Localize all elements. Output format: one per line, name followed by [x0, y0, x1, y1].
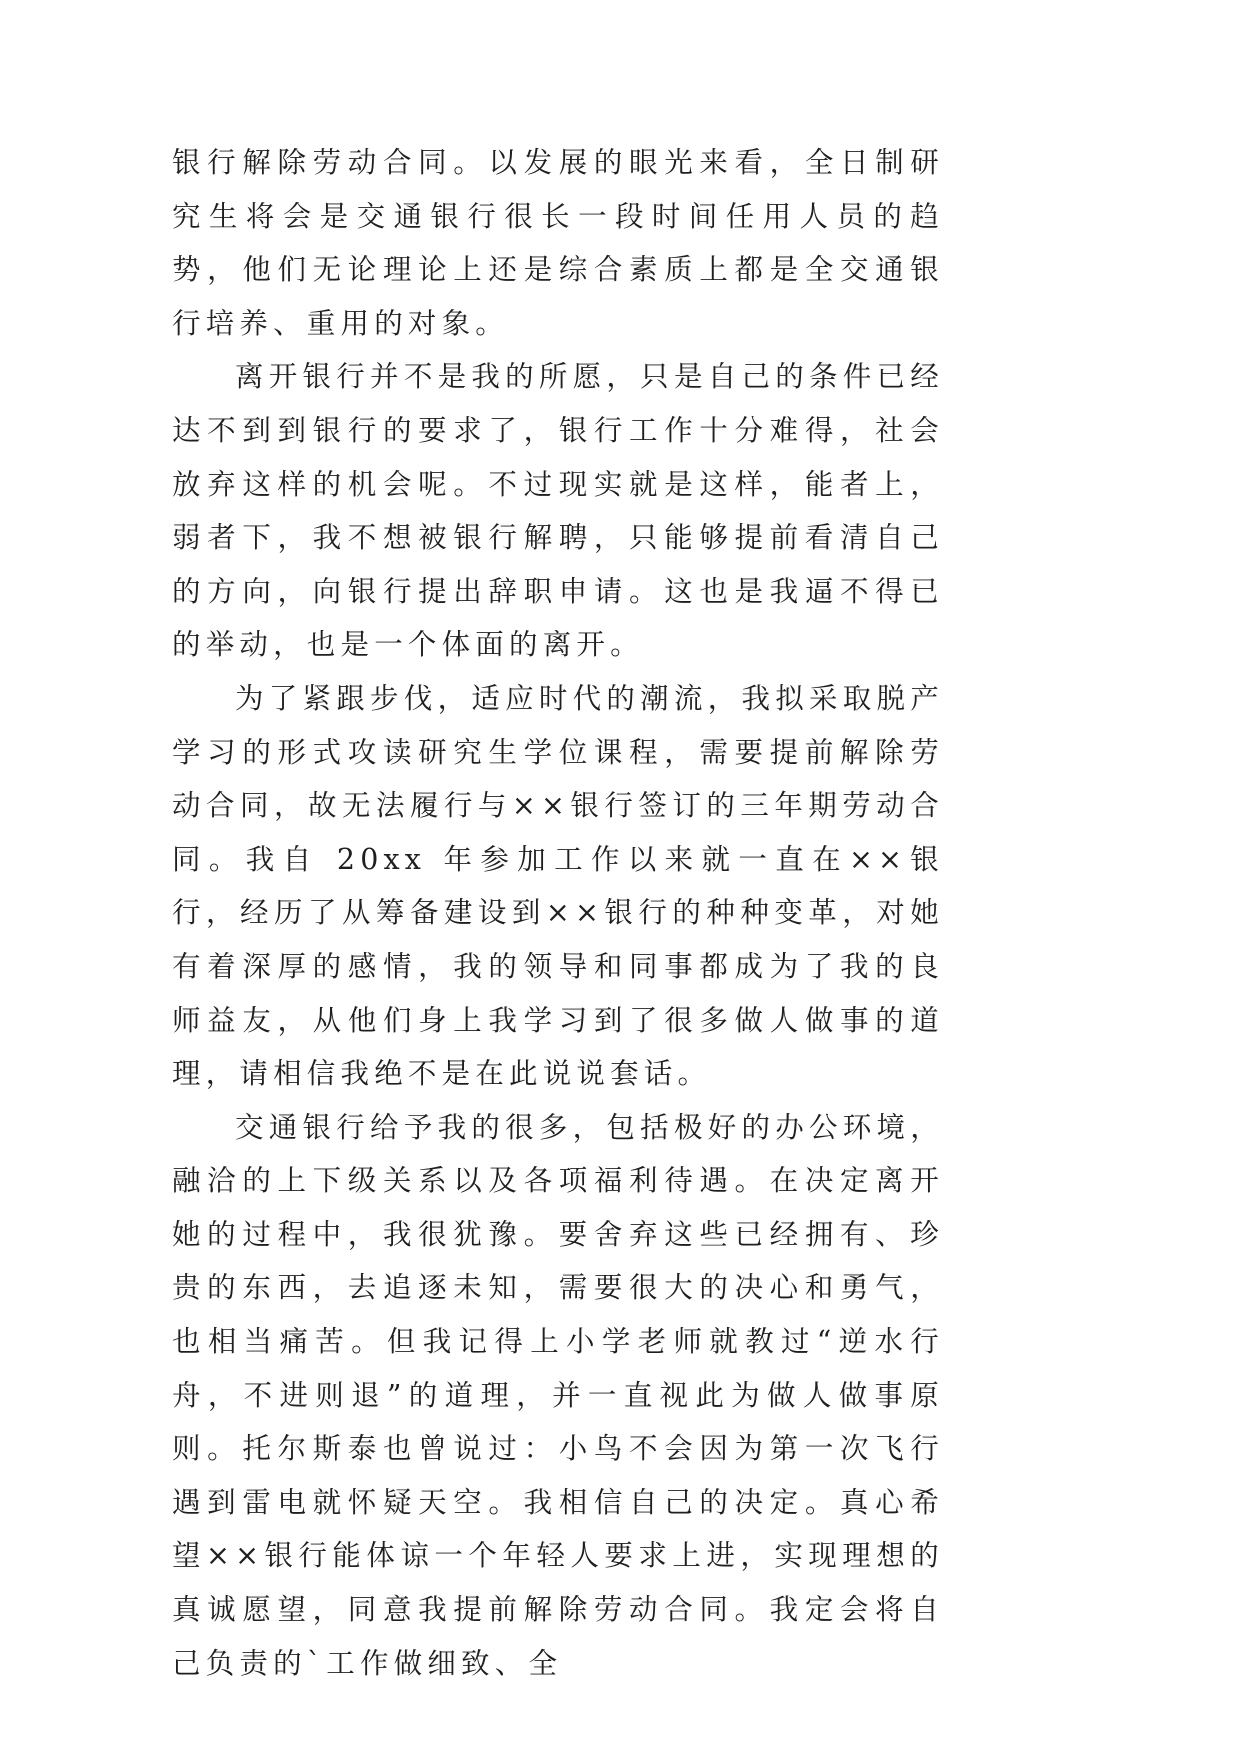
- paragraph-leaving-bank: 离开银行并不是我的所愿，只是自己的条件已经达不到到银行的要求了，银行工作十分难得，社会放弃这样的机会呢。不过现实就是这样，能者上，弱者下，我不想被银行解聘，只能够提前看清自己的方向，向银行提出辞职申请。这也是我逼不得已的举动，也是一个体面的离开。: [172, 360, 944, 662]
- paragraph-graduate-study: 为了紧跟步伐，适应时代的潮流，我拟采取脱产学习的形式攻读研究生学位课程，需要提前解除劳动合同，故无法履行与××银行签订的三年期劳动合同。我自 20xx 年参加工作以来就一直在××银行，经历了从筹备建设到××银行的种种变革，对她有着深厚的感情，我的领导和同事都成为了我的良师益友，从他们身上我学习到了很多做人做事的道理，请相信我绝不是在此说说套话。: [172, 681, 944, 1091]
- body-text: [172, 136, 944, 1690]
- paragraph-continuation: 银行解除劳动合同。以发展的眼光来看，全日制研究生将会是交通银行很长一段时间任用人员的趋势，他们无论理论上还是综合素质上都是全交通银行培养、重用的对象。: [172, 146, 944, 340]
- paragraph-gratitude: 交通银行给予我的很多，包括极好的办公环境，融洽的上下级关系以及各项福利待遇。在决定离开她的过程中，我很犹豫。要舍弃这些已经拥有、珍贵的东西，去追逐未知，需要很大的决心和勇气，也相当痛苦。但我记得上小学老师就教过“逆水行舟，不进则退”的道理，并一直视此为做人做事原则。托尔斯泰也曾说过：小鸟不会因为第一次飞行遇到雷电就怀疑天空。我相信自己的决定。真心希望××银行能体谅一个年轻人要求上进，实现理想的真诚愿望，同意我提前解除劳动合同。我定会将自己负责的`工作做细致、全: [172, 1110, 944, 1680]
